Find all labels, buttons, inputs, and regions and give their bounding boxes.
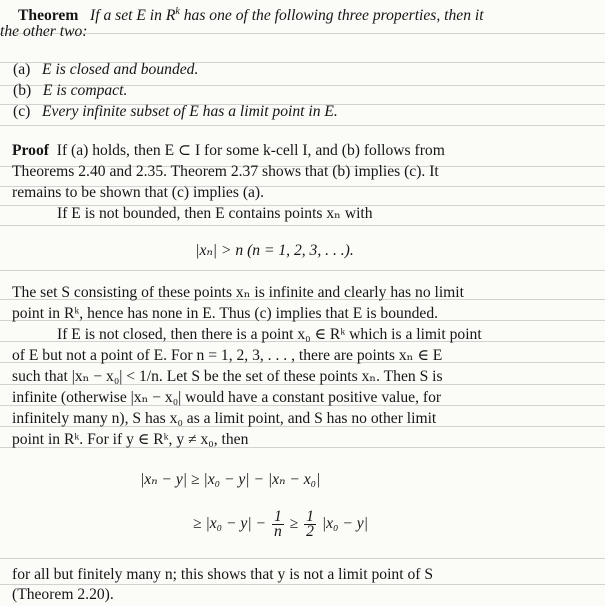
fraction-2-numerator: 1 xyxy=(306,508,314,525)
theorem-line-1 xyxy=(18,2,484,27)
proof-line-10: infinite (otherwise |xₙ − x₀| would have a constant positive value, for xyxy=(12,389,442,406)
theorem-statement-part1: If a set E in R xyxy=(90,7,176,25)
theorem-statement-sup: k xyxy=(175,6,180,17)
rule-line xyxy=(0,33,605,34)
proof-line-2: Theorems 2.40 and 2.35. Theorem 2.37 shows that (b) implies (c). It xyxy=(12,163,439,180)
display-equation-1: |xₙ| > n (n = 1, 2, 3, . . .). xyxy=(195,242,354,259)
proof-line-13: for all but finitely many n; this shows that y is not a limit point of S xyxy=(12,566,434,583)
theorem-statement-part2: has one of the following three properties, then it xyxy=(179,7,484,25)
proof-line-7: If E is not closed, then there is a point x₀ ∈ Rᵏ which is a limit point xyxy=(57,326,482,343)
proof-label: Proof xyxy=(12,142,49,159)
display-equation-3-left: ≥ |x₀ − y| − xyxy=(193,515,267,533)
theorem-line-2: the other two: xyxy=(0,23,88,40)
proof-line-1 xyxy=(12,141,445,162)
display-equation-3-right: |x₀ − y| xyxy=(321,515,368,533)
proof-line-12: point in Rᵏ. For if y ∈ Rᵏ, y ≠ x₀, then xyxy=(12,431,249,448)
proof-line-4: If E is not bounded, then E contains points xₙ with xyxy=(57,205,373,222)
rule-line xyxy=(0,225,605,226)
property-b-label: (b) xyxy=(13,82,32,99)
fraction-2-denominator: 2 xyxy=(306,523,314,540)
rule-line xyxy=(0,558,605,559)
rule-line xyxy=(0,125,605,126)
proof-line-9: such that |xₙ − x₀| < 1/n. Let S be the set of these points xₙ. Then S is xyxy=(12,368,443,385)
fraction-1-denominator: n xyxy=(273,523,282,540)
fraction-1-numerator: 1 xyxy=(273,508,282,525)
theorem-label: Theorem xyxy=(18,7,79,25)
property-a xyxy=(13,60,198,81)
display-equation-3 xyxy=(193,510,368,539)
proof-line-14: (Theorem 2.20). xyxy=(12,586,114,603)
display-equation-3-mid: ≥ xyxy=(289,515,299,533)
property-b-text: E is compact. xyxy=(42,82,128,99)
fraction-one-over-n xyxy=(272,510,284,539)
display-equation-2: |xₙ − y| ≥ |x₀ − y| − |xₙ − x₀| xyxy=(140,471,321,488)
proof-line-5: The set S consisting of these points xₙ is infinite and clearly has no limit xyxy=(12,284,464,301)
proof-line-3: remains to be shown that (c) implies (a). xyxy=(12,184,265,201)
property-c-label: (c) xyxy=(13,103,31,120)
property-a-text: E is closed and bounded. xyxy=(42,61,199,78)
proof-line-1-text: If (a) holds, then E ⊂ I for some k-cell I, and (b) follows from xyxy=(56,142,445,159)
property-a-label: (a) xyxy=(13,61,31,78)
fraction-one-half xyxy=(304,510,316,539)
proof-line-6: point in Rᵏ, hence has none in E. Thus (c) implies that E is bounded. xyxy=(12,305,439,322)
property-c xyxy=(13,102,338,123)
rule-line xyxy=(0,270,605,271)
property-b xyxy=(13,81,127,102)
proof-line-8: of E but not a point of E. For n = 1, 2, 3, . . . , there are points xₙ ∈ E xyxy=(12,347,443,364)
property-c-text: Every infinite subset of E has a limit point in E. xyxy=(42,103,338,120)
proof-line-11: infinitely many n), S has x₀ as a limit point, and S has no other limit xyxy=(12,410,437,427)
